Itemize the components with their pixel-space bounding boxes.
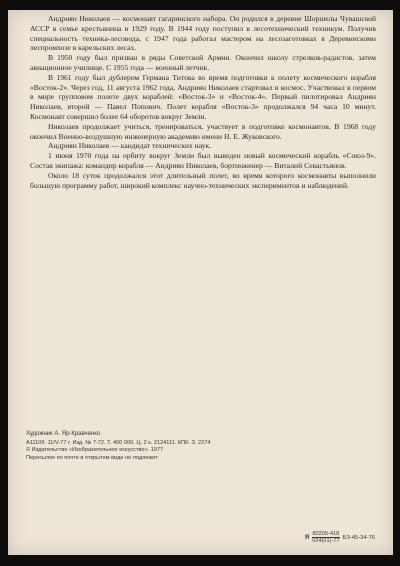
- paragraph-degree: Андриян Николаев — кандидат технических наук.: [48, 141, 212, 151]
- price-code: БЗ-45-34-76: [342, 534, 375, 541]
- code-denominator: 024(01)-77: [312, 538, 340, 545]
- catalog-letter: Я: [304, 534, 310, 541]
- biography-text: [30, 14, 376, 190]
- paragraph-soyuz9: 1 июня 1970 года на орбиту вокруг Земли был выведен новый космический корабль «Союз-9». Состав экипажа: командир корабля — Андриян Николаев, бортинженер — Виталий Севастьянов.: [30, 151, 376, 170]
- catalog-code: [305, 531, 375, 544]
- imprint-footer: [26, 431, 376, 462]
- paragraph-early-life: Андриян Николаев — космонавт гагаринского набора. Он родился в деревне Шоршелы Чувашской АССР в семье крестьянина в 1929 году. В 1944 году поступил в лесотехнический техникум. Получив специальность техника-лесовода, с 1947 года работал мастером на лесозаготовках в Деревнискомн леспромхозе в карельских лесах.: [30, 14, 376, 53]
- print-info: А11109. 11/V-77 г. Изд. № 7-72. Т. 400 000. Ц. 2 к. 2124111. КПК. З. 2274: [26, 439, 211, 446]
- publisher-copyright: © Издательство «Изобразительное искусство». 1977: [26, 447, 164, 454]
- code-numerator: 80205-418: [312, 531, 340, 537]
- artist-credit: Художник А. Яр-Кравченко: [26, 431, 101, 437]
- postcard-back: [8, 10, 393, 555]
- mail-notice: Пересылке по почте в открытом виде не подлежит: [26, 454, 158, 461]
- paragraph-army: В 1950 году был призван в ряды Советской Армии. Окончил школу стрелков-радистов, затем авиационное училище. С 1955 года — военный летчик.: [30, 53, 376, 72]
- paragraph-first-flight: В 1961 году был дублером Германа Титова во время подготовки к полету космического корабля «Восток-2». Через год, 11 августа 1962 года, Андриян Николаев стартовал в космос. Участвовал в первом в мире групповом полете двух кораблей: «Восток-3» и «Восток-4». Первый пилотировал Андриян Николаев, второй — Павел Попович. Полет корабля «Восток-3» продолжался 94 часа 10 минут. Космонавт совершил более 64 оборотов вокруг Земли.: [30, 72, 376, 121]
- paragraph-long-flight: Около 18 суток продолжался этот длительный полет, во время которого космонавты выполнили большую программу работ, широкий комплекс научно-технических экспериментов и наблюдений.: [30, 170, 376, 190]
- catalog-fraction: [311, 531, 340, 544]
- paragraph-education: Николаев продолжает учиться, тренироваться, участвует в подготовке космонавтов. В 1968 году окончил Военно-воздушную инженерную академию имени Н. Е. Жуковского.: [30, 121, 376, 141]
